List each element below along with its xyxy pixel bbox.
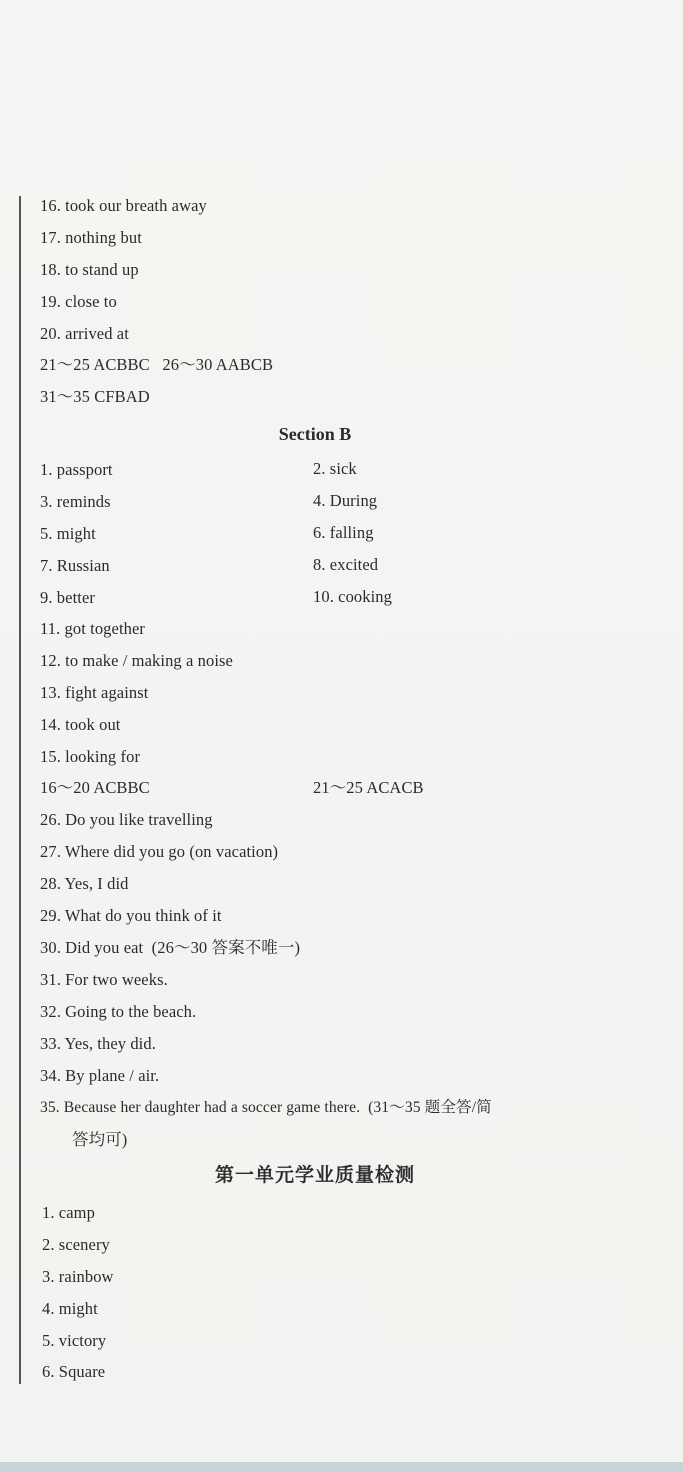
answer-b32: 32. Going to the beach. [40, 1002, 197, 1021]
answer-20: 20. arrived at [40, 324, 129, 343]
unit-answer-3: 3. rainbow [42, 1267, 114, 1286]
answer-b16-20: 16～20 ACBBC [40, 778, 150, 797]
bottom-edge-strip [0, 1462, 683, 1472]
unit-answer-5: 5. victory [42, 1331, 107, 1350]
answer-b27: 27. Where did you go (on vacation) [40, 842, 279, 861]
answer-b3: 3. reminds [40, 492, 111, 511]
answer-16: 16. took our breath away [40, 196, 207, 215]
answer-b35: 35. Because her daughter had a soccer game there. (31～35 题全答/简 [40, 1099, 492, 1116]
answer-b11: 11. got together [40, 619, 146, 638]
unit-answer-1: 1. camp [42, 1203, 95, 1222]
answer-b15: 15. looking for [40, 747, 141, 766]
answer-b31: 31. For two weeks. [40, 970, 168, 989]
answer-b7: 7. Russian [40, 556, 110, 575]
answer-b26: 26. Do you like travelling [40, 810, 213, 829]
unit-answer-2: 2. scenery [42, 1235, 110, 1254]
answer-b34: 34. By plane / air. [40, 1066, 160, 1085]
answer-31-35: 31～35 CFBAD [40, 387, 150, 406]
answer-19: 19. close to [40, 292, 117, 311]
answer-17: 17. nothing but [40, 228, 142, 247]
answer-b13: 13. fight against [40, 683, 149, 702]
answer-b30: 30. Did you eat (26～30 答案不唯一) [40, 938, 301, 957]
unit-answer-6: 6. Square [42, 1362, 106, 1381]
answer-b1: 1. passport [40, 460, 113, 479]
margin-rule [19, 196, 21, 1384]
answer-b29: 29. What do you think of it [40, 906, 222, 925]
answer-21-30: 21～25 ACBBC 26～30 AABCB [40, 355, 274, 374]
answer-b8: 8. excited [313, 555, 379, 574]
unit-test-title: 第一单元学业质量检测 [214, 1165, 415, 1186]
answer-18: 18. to stand up [40, 260, 139, 279]
section-b-title: Section B [278, 424, 352, 444]
answer-b10: 10. cooking [313, 587, 393, 606]
answer-b21-25: 21～25 ACACB [313, 778, 424, 797]
answer-b28: 28. Yes, I did [40, 874, 129, 893]
answer-b12: 12. to make / making a noise [40, 651, 233, 670]
answer-b35-continued: 答均可) [72, 1130, 128, 1149]
answer-b14: 14. took out [40, 715, 121, 734]
answer-b33: 33. Yes, they did. [40, 1034, 156, 1053]
answer-b2: 2. sick [313, 459, 357, 478]
answer-b4: 4. During [313, 491, 378, 510]
unit-answer-4: 4. might [42, 1299, 98, 1318]
answer-b5: 5. might [40, 524, 96, 543]
answer-b9: 9. better [40, 588, 95, 607]
answer-b6: 6. falling [313, 523, 374, 542]
